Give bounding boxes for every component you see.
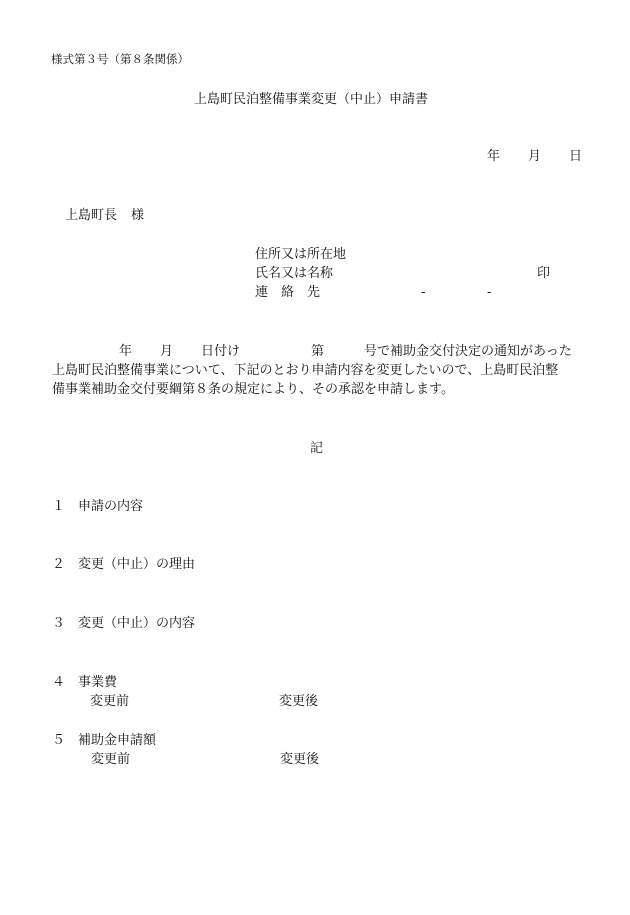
body-line2: 上島町民泊整備事業について、下記のとおり申請内容を変更したいので、上島町民泊整	[52, 363, 559, 378]
item-number: ３	[52, 616, 66, 631]
seal-mark: 印	[537, 266, 551, 281]
applicant-name-label: 氏名又は名称	[255, 266, 334, 281]
item-label: 補助金申請額	[78, 733, 157, 748]
document-title: 上島町民泊整備事業変更（中止）申請書	[194, 92, 429, 107]
body-day-label: 日付け	[201, 344, 241, 359]
applicant-contact-label: 連 絡 先	[255, 285, 321, 300]
applicant-address-label: 住所又は所在地	[255, 247, 347, 262]
form-id: 様式第３号（第８条関係）	[51, 52, 189, 66]
contact-dash-2: -	[487, 285, 492, 300]
date-month-label: 月	[528, 149, 542, 164]
item-label: 申請の内容	[78, 499, 144, 514]
item-number: ２	[52, 557, 66, 572]
item-label: 変更（中止）の内容	[78, 616, 196, 631]
item-number: ４	[52, 675, 66, 690]
addressee-name: 上島町長	[65, 208, 118, 223]
ki-heading: 記	[310, 441, 324, 456]
date-year-label: 年	[487, 149, 501, 164]
addressee-honorific: 様	[131, 208, 145, 223]
contact-dash-1: -	[421, 285, 426, 300]
body-month-label: 月	[160, 344, 174, 359]
item-before-label: 変更前	[90, 694, 130, 709]
item-label: 変更（中止）の理由	[78, 557, 196, 572]
body-number-prefix: 第	[311, 344, 325, 359]
body-year-label: 年	[119, 344, 133, 359]
item-after-label: 変更後	[279, 694, 319, 709]
date-day-label: 日	[569, 149, 583, 164]
body-line1-rest: 号で補助金交付決定の通知があった	[364, 344, 572, 359]
item-number: １	[52, 499, 66, 514]
item-number: ５	[52, 733, 66, 748]
body-line3: 備事業補助金交付要綱第８条の規定により、その承認を申請します。	[52, 382, 454, 397]
item-after-label: 変更後	[280, 752, 320, 767]
item-label: 事業費	[78, 675, 118, 690]
item-before-label: 変更前	[91, 752, 131, 767]
